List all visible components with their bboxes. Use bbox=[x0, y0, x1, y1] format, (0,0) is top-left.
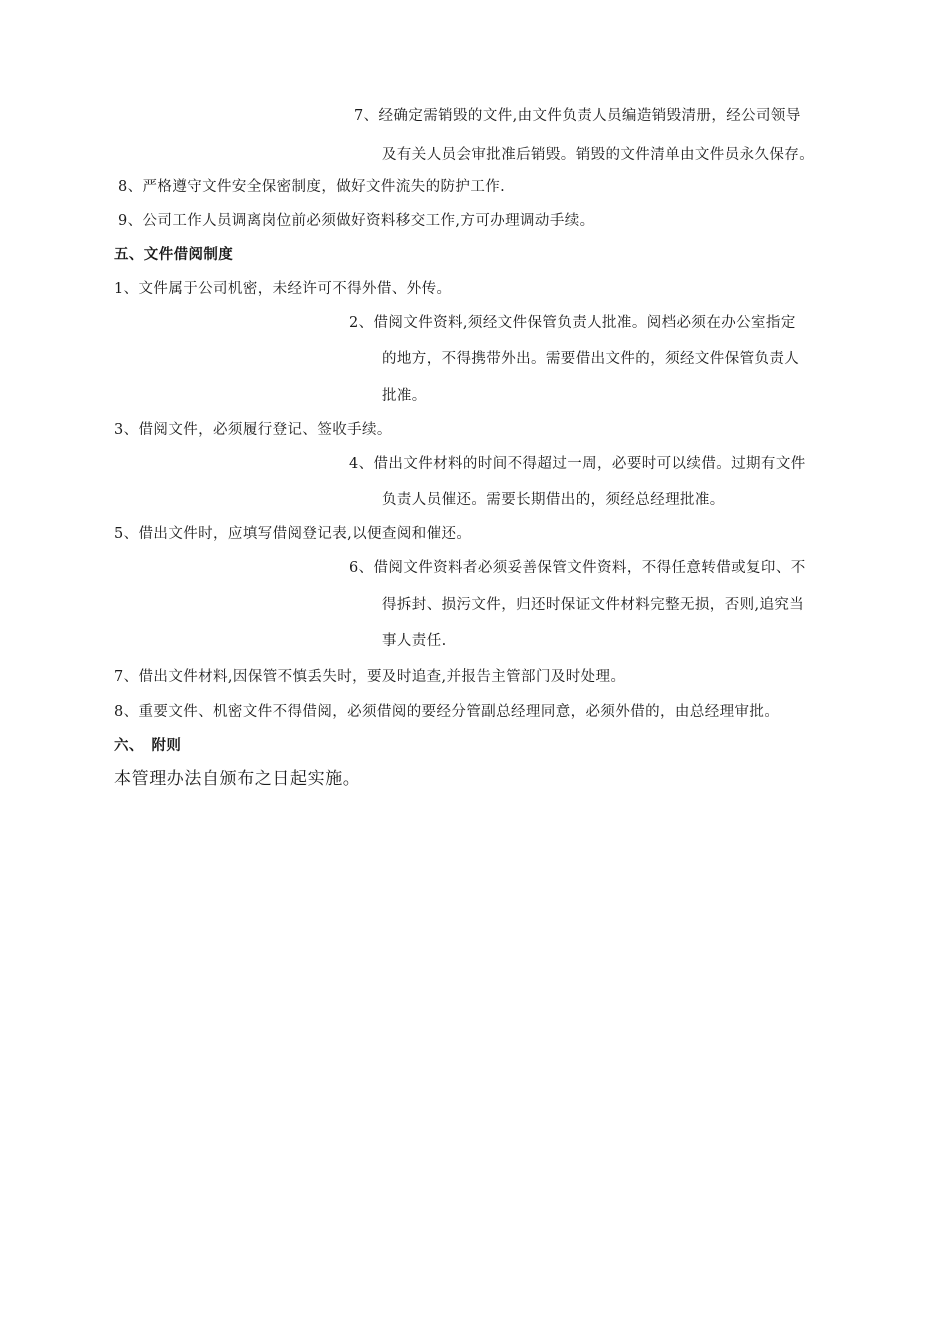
section-5-heading: 五、文件借阅制度 bbox=[114, 247, 234, 263]
s5-item-5: 5、借出文件时，应填写借阅登记表,以便查阅和催还。 bbox=[114, 526, 472, 542]
s5-item-6-line-1: 6、借阅文件资料者必须妥善保管文件资料，不得任意转借或复印、不 bbox=[349, 560, 806, 576]
s5-item-6-line-2: 得拆封、损污文件，归还时保证文件材料完整无损，否则,追究当 bbox=[382, 597, 805, 613]
s5-item-4-line-2: 负责人员催还。需要长期借出的，须经总经理批准。 bbox=[382, 492, 725, 508]
s5-item-1: 1、文件属于公司机密，未经许可不得外借、外传。 bbox=[114, 281, 452, 297]
s6-text: 本管理办法自颁布之日起实施。 bbox=[114, 769, 361, 789]
s5-item-2-line-3: 批准。 bbox=[382, 388, 427, 404]
item-7-line-2: 及有关人员会审批准后销毁。销毁的文件清单由文件员永久保存。 bbox=[382, 147, 815, 163]
s5-item-3: 3、借阅文件，必须履行登记、签收手续。 bbox=[114, 422, 392, 438]
s5-item-2-line-2: 的地方，不得携带外出。需要借出文件的，须经文件保管负责人 bbox=[382, 351, 800, 367]
item-8: 8、严格遵守文件安全保密制度，做好文件流失的防护工作. bbox=[118, 179, 506, 195]
s5-item-8: 8、重要文件、机密文件不得借阅，必须借阅的要经分管副总经理同意，必须外借的，由总经理审批。 bbox=[114, 704, 780, 720]
section-6-heading: 六、 附则 bbox=[114, 738, 182, 754]
s5-item-2-line-1: 2、借阅文件资料,须经文件保管负责人批准。阅档必须在办公室指定 bbox=[349, 315, 796, 331]
s5-item-7: 7、借出文件材料,因保管不慎丢失时，要及时追查,并报告主管部门及时处理。 bbox=[114, 669, 626, 685]
s5-item-4-line-1: 4、借出文件材料的时间不得超过一周，必要时可以续借。过期有文件 bbox=[349, 456, 806, 472]
item-7-line-1: 7、经确定需销毁的文件,由文件负责人员编造销毁清册，经公司领导 bbox=[354, 108, 801, 124]
s5-item-6-line-3: 事人责任. bbox=[382, 633, 447, 649]
item-9: 9、公司工作人员调离岗位前必须做好资料移交工作,方可办理调动手续。 bbox=[118, 213, 595, 229]
